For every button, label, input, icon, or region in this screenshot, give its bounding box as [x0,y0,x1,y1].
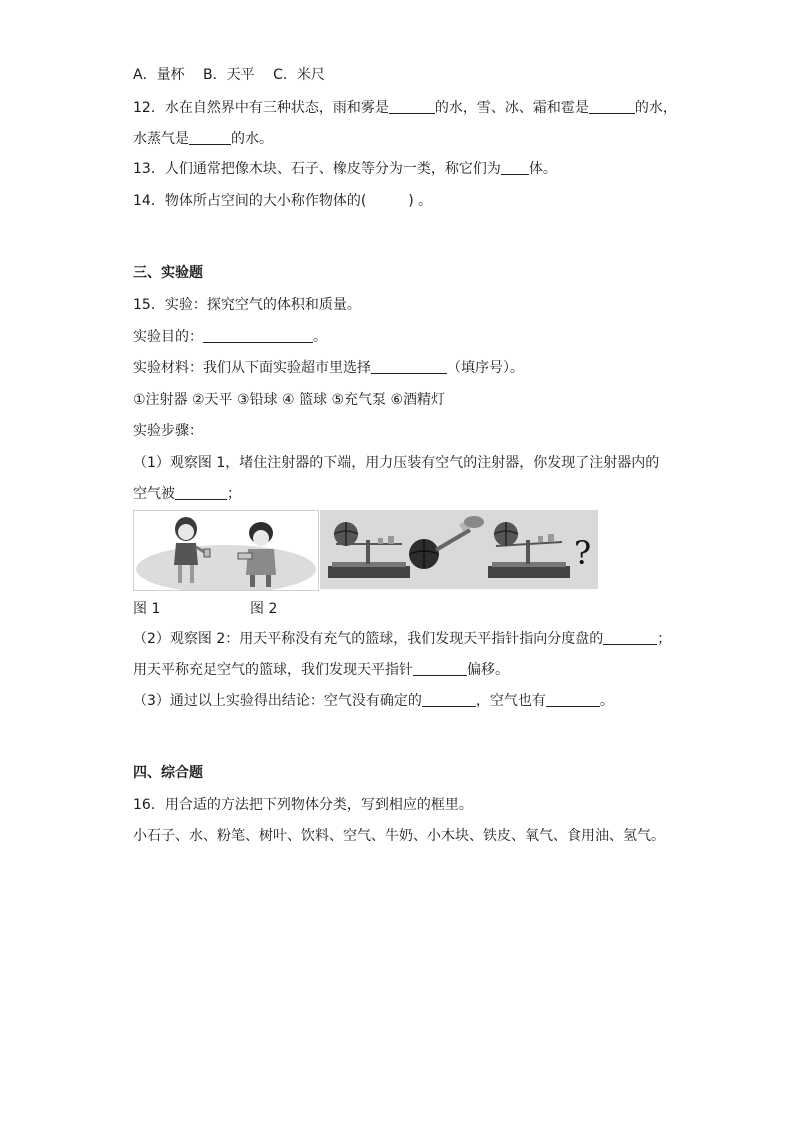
figure-2-caption: 图 2 [250,601,278,617]
q12-blank-2 [589,99,635,114]
q11-options: A．量杯 B．天平 C．米尺 [133,67,325,83]
q16-prompt: 16．用合适的方法把下列物体分类，写到相应的框里。 [133,797,473,813]
q15-step3-blank-2 [546,692,600,707]
q15-step2-text-2: 用天平称充足空气的篮球，我们发现天平指针 [133,662,413,678]
section4-heading: 四、综合题 [133,765,203,781]
q15-steps-label: 实验步骤： [133,423,203,439]
q13-text-2: 体。 [528,161,557,177]
q15-step2-end-2: 偏移。 [467,662,509,678]
children-illustration [134,511,318,590]
q15-step2-line2 [133,661,509,679]
q15-step3-line [133,692,614,710]
q15-materials-label: 实验材料：我们从下面实验超市里选择 [133,360,371,376]
q15-step3-end: 。 [599,693,614,709]
q15-step3-blank-1 [422,692,476,707]
q15-purpose-label: 实验目的： [133,329,203,345]
q15-options: ①注射器 ②天平 ③铅球 ④ 篮球 ⑤充气泵 ⑥酒精灯 [133,392,446,408]
q12-text-4: 水蒸气是 [133,131,189,147]
q15-step2-blank-1 [603,630,657,645]
q15-step2-blank-2 [413,661,467,676]
q12-text-5: 的水。 [231,131,273,147]
q16-items: 小石子、水、粉笔、树叶、饮料、空气、牛奶、小木块、铁皮、氧气、食用油、氢气。 [133,828,665,844]
figure-1-caption: 图 1 [133,601,161,617]
q15-step3-text-2: ，空气也有 [475,693,546,709]
q12-line2 [133,130,273,148]
q13-blank [501,160,529,175]
q15-materials-line [133,359,524,377]
q15-step1-text: 空气被 [133,486,175,502]
q15-materials-end: （填序号）。 [447,360,524,376]
q15-step2-end-1: ； [657,631,672,647]
q12-text-2: 的水，雪、冰、霜和雹是 [434,100,589,116]
q15-step1-line2 [133,485,241,503]
q15-materials-blank [371,359,447,374]
q15-purpose-line [133,328,327,346]
q15-step3-text-1: （3）通过以上实验得出结论：空气没有确定的 [133,693,422,709]
question-mark: ? [574,534,592,572]
q15-step2-text-1: （2）观察图 2：用天平称没有充气的篮球，我们发现天平指针指向分度盘的 [133,631,604,647]
q14-line: 14．物体所占空间的大小称作物体的( ) 。 [133,193,433,209]
q15-step1-line1: （1）观察图 1，堵住注射器的下端，用力压装有空气的注射器，你发现了注射器内的 [133,455,660,471]
q12-blank-3 [189,130,231,145]
q13-text-1: 13．人们通常把像木块、石子、橡皮等分为一类，称它们为 [133,161,501,177]
section3-heading: 三、实验题 [133,265,203,281]
q12-line1 [133,99,677,117]
q12-blank-1 [389,99,435,114]
q15-intro: 15．实验：探究空气的体积和质量。 [133,297,361,313]
q15-purpose-end: 。 [313,329,327,345]
figure-1-children [133,510,319,591]
q15-step1-end: ； [227,486,241,502]
q12-text-3: 的水， [634,100,677,116]
balance-illustration [320,510,598,589]
q13-line [133,160,557,178]
q12-text-1: 12．水在自然界中有三种状态，雨和雾是 [133,100,389,116]
q15-step1-blank [175,485,227,500]
figure-2-balances [320,510,598,589]
q15-step2-line1 [133,630,671,648]
q15-purpose-blank [203,328,313,343]
